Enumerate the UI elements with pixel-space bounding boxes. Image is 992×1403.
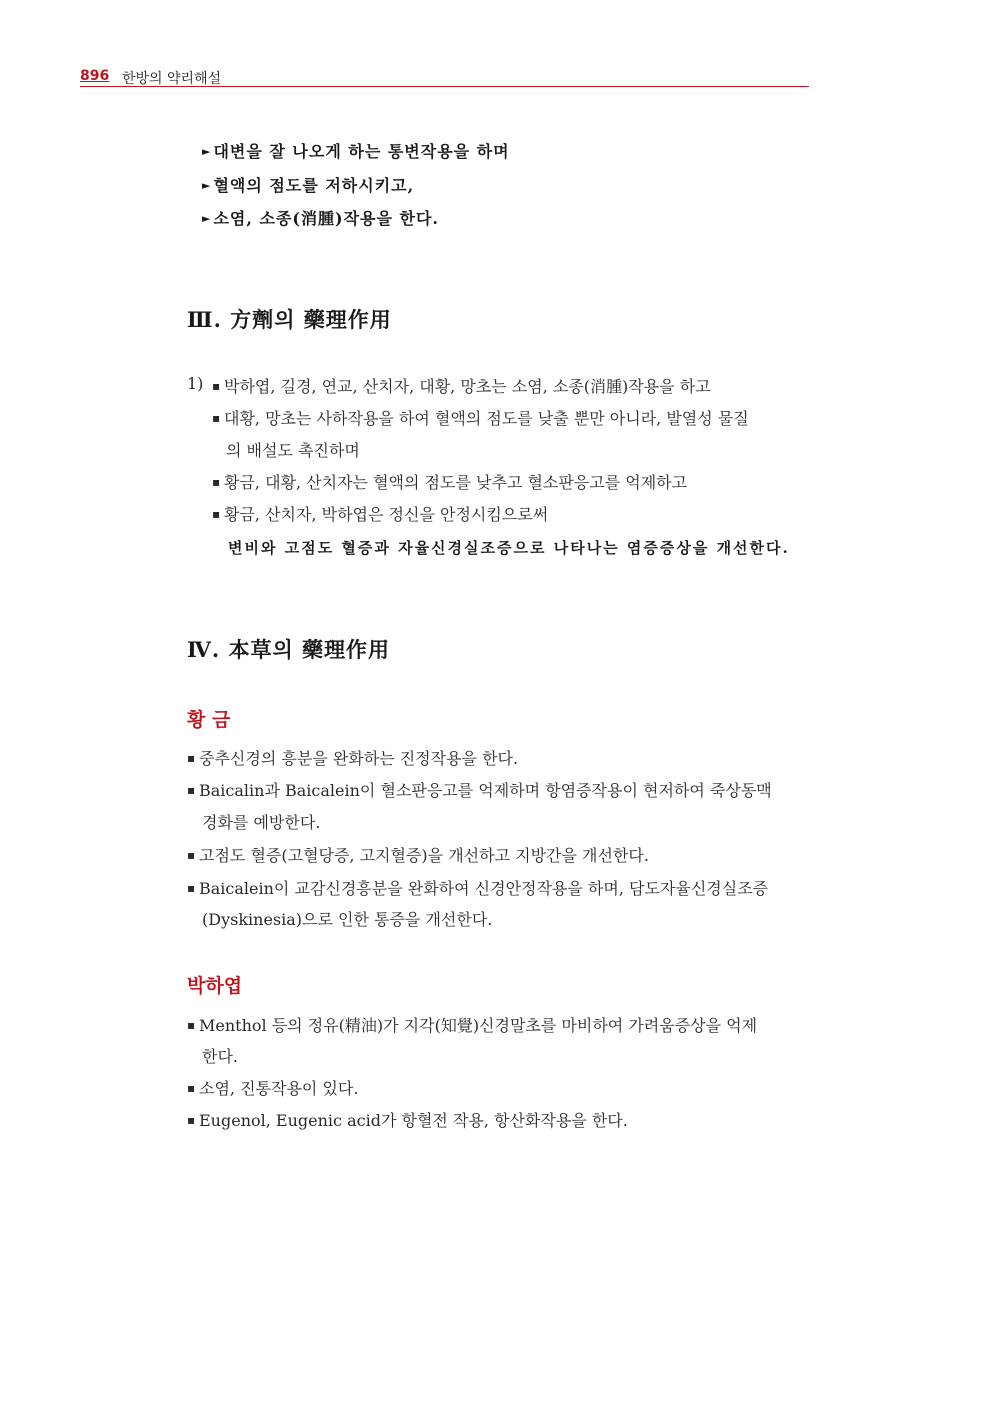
section-4-heading: Ⅳ. 本草의 藥理作用 (187, 637, 391, 662)
list-item-text: 대황, 망초는 사하작용을 하여 혈액의 점도를 낮출 뿐만 아니라, 발열성 물질 (224, 409, 749, 428)
arrow-item-text: 혈액의 점도를 저하시키고, (213, 176, 415, 195)
list-item (187, 1013, 757, 1036)
list-item-text: 소염, 진통작용이 있다. (199, 1079, 359, 1098)
section-3-summary: 변비와 고점도 혈증과 자율신경실조증으로 나타나는 염증증상을 개선한다. (228, 539, 790, 557)
list-item (187, 843, 649, 866)
list-item-continuation: 경화를 예방한다. (202, 813, 321, 832)
list-item (187, 746, 518, 769)
list-item (187, 1108, 628, 1131)
list-item-text: Eugenol, Eugenic acid가 항혈전 작용, 항산화작용을 한다. (199, 1111, 628, 1130)
arrow-item-1 (202, 139, 510, 162)
page-number: 896 (80, 68, 110, 84)
list-item-text: 중추신경의 흥분을 완화하는 진정작용을 한다. (199, 749, 519, 768)
list-item (212, 374, 711, 397)
list-item-text: 황금, 산치자, 박하엽은 정신을 안정시킴으로써 (224, 505, 549, 524)
list-item (212, 470, 687, 493)
book-title: 한방의 약리해설 (122, 71, 222, 87)
arrow-item-2 (202, 173, 414, 196)
bullet-icon: ▪ (212, 379, 221, 393)
herb-name-hwanggeum: 황 금 (187, 709, 231, 731)
section-3-heading: Ⅲ. 方劑의 藥理作用 (187, 307, 392, 332)
bullet-icon: ▪ (187, 783, 196, 797)
list-item (212, 502, 548, 525)
bullet-icon: ▪ (187, 881, 196, 895)
header-rule (80, 86, 809, 87)
list-item-continuation: 한다. (202, 1047, 238, 1066)
list-item (187, 876, 768, 899)
arrow-marker-icon: ► (202, 179, 212, 192)
list-item-continuation: 의 배설도 촉진하며 (226, 441, 360, 460)
arrow-marker-icon: ► (202, 145, 212, 158)
list-item-text: Menthol 등의 정유(精油)가 지각(知覺)신경말초를 마비하여 가려움증상을 억제 (199, 1016, 758, 1035)
arrow-marker-icon: ► (202, 212, 212, 225)
bullet-icon: ▪ (187, 1081, 196, 1095)
bullet-icon: ▪ (187, 1018, 196, 1032)
bullet-icon: ▪ (187, 1113, 196, 1127)
bullet-icon: ▪ (212, 475, 221, 489)
arrow-item-text: 소염, 소종(消腫)작용을 한다. (213, 209, 439, 228)
bullet-icon: ▪ (187, 751, 196, 765)
bullet-icon: ▪ (212, 411, 221, 425)
arrow-item-3 (202, 206, 439, 229)
list-item (212, 406, 749, 429)
list-number: 1) (187, 374, 204, 393)
bullet-icon: ▪ (212, 507, 221, 521)
list-item-text: 박하엽, 길경, 연교, 산치자, 대황, 망초는 소염, 소종(消腫)작용을 하고 (224, 377, 711, 396)
arrow-item-text: 대변을 잘 나오게 하는 통변작용을 하며 (213, 142, 510, 161)
list-item-text: 고점도 혈증(고혈당증, 고지혈증)을 개선하고 지방간을 개선한다. (199, 846, 649, 865)
bullet-icon: ▪ (187, 848, 196, 862)
list-item-text: Baicalin과 Baicalein이 혈소판응고를 억제하며 항염증작용이 현저하여 죽상동맥 (199, 781, 772, 800)
list-item (187, 1076, 358, 1099)
list-item (187, 778, 772, 801)
list-item-continuation: (Dyskinesia)으로 인한 통증을 개선한다. (202, 910, 493, 929)
list-item-text: 황금, 대황, 산치자는 혈액의 점도를 낮추고 혈소판응고를 억제하고 (224, 473, 688, 492)
herb-name-bakhayeop: 박하엽 (187, 975, 243, 997)
list-item-text: Baicalein이 교감신경흥분을 완화하여 신경안정작용을 하며, 담도자율신경실조증 (199, 879, 769, 898)
